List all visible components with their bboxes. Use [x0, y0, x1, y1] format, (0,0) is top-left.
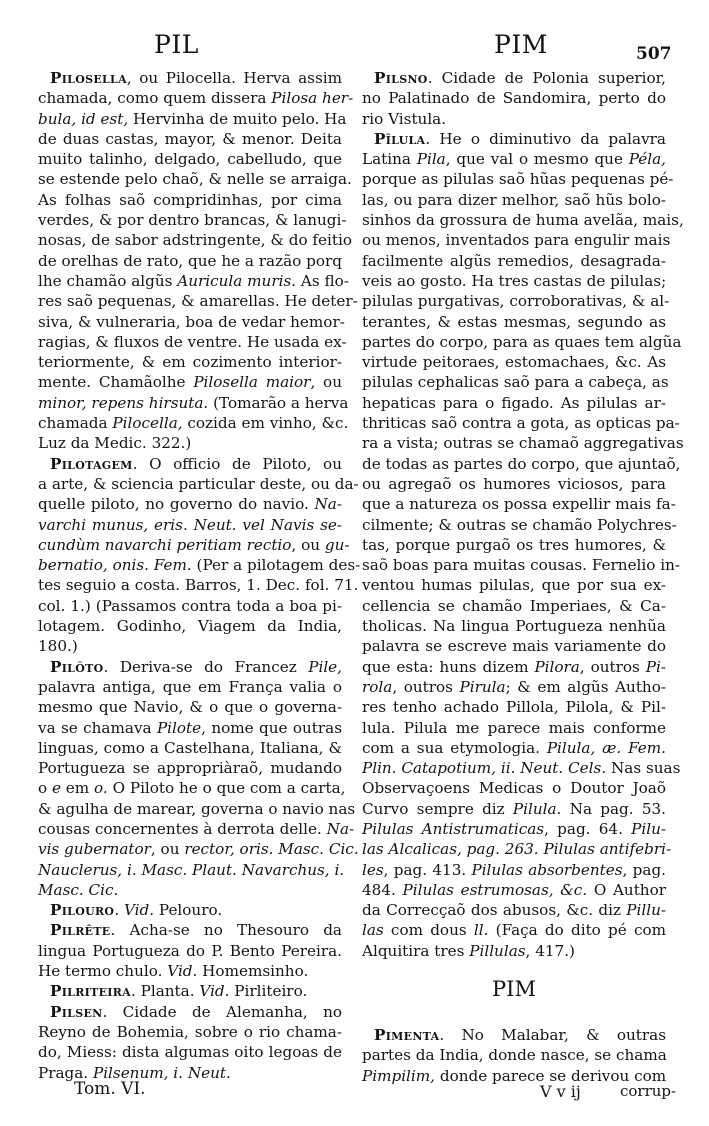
body-text: thriticas saõ contra a gota, as opticas pa-: [362, 414, 680, 433]
latin-italic-text: Pillu-: [626, 901, 666, 920]
text-line: [38, 88, 354, 108]
text-line: [362, 596, 666, 616]
left-column: [38, 68, 361, 1083]
signature-mark: V v ij: [540, 1082, 581, 1101]
body-text: res saõ pequenas, & amarellas. He deter-: [38, 292, 358, 311]
latin-italic-text: Pirula: [459, 677, 506, 696]
entry-headline-line: [38, 920, 342, 940]
body-text: no Palatinado de Sandomira, perto do: [362, 89, 666, 108]
body-text: tes seguio a costa. Barros, 1. Dec. fol. 71.: [38, 576, 359, 595]
latin-italic-text: Pilsenum, i. Neut.: [92, 1063, 231, 1082]
latin-italic-text: cundùm navarchi peritiam rectio: [38, 535, 292, 554]
body-text: . Acha-se no Thesouro da: [110, 921, 342, 940]
body-text: Curvo sempre diz: [362, 799, 513, 818]
body-text: rio Vistula.: [362, 109, 447, 128]
body-text: . Cidade de Polonia superior,: [427, 69, 666, 87]
text-line: [362, 88, 666, 108]
body-text: se estende pelo chaõ, & nelle se arraiga.: [38, 170, 352, 189]
text-line: [38, 697, 342, 717]
text-line: [38, 636, 342, 656]
body-text: de duas castas, mayor, & menor. Deita: [38, 129, 342, 148]
text-line: [38, 149, 342, 169]
text-line: [362, 860, 666, 880]
text-line: [38, 433, 342, 453]
body-text: , pag.: [622, 860, 666, 879]
body-text: de orelhas de rato, que he a razão porq: [38, 251, 342, 270]
body-text: Portugueza se appropriàraõ, mudando: [38, 759, 342, 778]
latin-italic-text: les: [362, 860, 384, 879]
body-text: col. 1.) (Passamos contra toda a boa pi-: [38, 596, 342, 615]
latin-italic-text: varchi munus, eris. Neut. vel Navis se-: [38, 515, 342, 534]
latin-italic-text: las Alcalicas, pag. 263.: [362, 840, 539, 859]
body-text: porque as pilulas saõ hũas pequenas pé-: [362, 170, 674, 189]
body-text: .: [114, 901, 124, 920]
body-text: em: [60, 779, 95, 798]
body-text: Pirliteiro.: [229, 982, 308, 1001]
latin-italic-text: Péla,: [628, 150, 667, 169]
body-text: las, ou para dizer melhor, saõ hũs bolo-: [362, 190, 666, 209]
text-line: [38, 1022, 342, 1042]
text-line: [362, 352, 666, 372]
headword: Pilsen: [50, 1002, 103, 1021]
headword: Pilouro: [50, 901, 115, 920]
body-text: mesmo que Navio, & o que o governa-: [38, 698, 342, 717]
entry-headline-line: [38, 1002, 342, 1022]
body-text: sinhos da grossura de huma avelãa, mais,: [362, 211, 684, 230]
body-text: palavra se escreve mais variamente do: [362, 637, 666, 656]
text-line: [38, 941, 342, 961]
body-text: , 417.): [525, 941, 575, 960]
headword: Pilôto: [50, 657, 104, 676]
body-text: (Faça do dito pé com: [488, 921, 667, 940]
body-text: ; & em algũs Autho-: [505, 677, 666, 696]
latin-italic-text: rector, oris. Masc. Cic.: [184, 840, 359, 859]
body-text: tas, porque purgaõ os tres humores, &: [362, 535, 666, 554]
text-line: [38, 393, 349, 413]
latin-italic-text: bernatio, onis. Fem.: [38, 556, 192, 575]
latin-italic-text: o.: [94, 779, 108, 798]
latin-italic-text: Pi-: [645, 657, 667, 676]
headword: Pilotagem: [50, 454, 133, 473]
body-text: Nas suas: [606, 759, 681, 778]
body-text: que a natureza os possa expellir mais fa-: [362, 495, 676, 514]
body-text: res tenho achado Pillola, Pilola, & Pil-: [362, 698, 666, 717]
text-line: [38, 251, 342, 271]
body-text: virtude peitoraes, estomachaes, &c. As: [362, 353, 666, 372]
body-text: . Deriva-se do Francez: [103, 657, 309, 676]
text-line: [362, 433, 684, 453]
text-line: [38, 1042, 342, 1062]
body-text: terantes, & estas mesmas, segundo as: [362, 312, 666, 331]
latin-italic-text: Pilulas absorbentes: [471, 860, 623, 879]
latin-italic-text: Pila: [416, 150, 446, 169]
text-line: [362, 210, 684, 230]
latin-italic-text: Vid.: [167, 962, 198, 981]
text-line: [362, 149, 666, 169]
text-line: [38, 535, 350, 555]
latin-italic-text: ll.: [473, 921, 489, 940]
entry-headline-line: [38, 454, 342, 474]
right-column-entries-pim: [362, 1025, 666, 1086]
text-line: [362, 1045, 666, 1065]
latin-italic-text: rola: [362, 677, 393, 696]
text-line: [362, 900, 666, 920]
body-text: va se chamava: [38, 718, 157, 737]
body-text: , ou Pilocella. Herva assim: [126, 69, 342, 87]
body-text: Homemsinho.: [197, 962, 309, 981]
text-line: [38, 352, 342, 372]
entry-headline-line: [362, 68, 666, 88]
text-line: [38, 474, 359, 494]
latin-italic-text: Pilosella maior: [193, 373, 311, 392]
body-text: lhe chamão algũs: [38, 271, 178, 290]
latin-italic-text: minor, repens hirsuta.: [38, 393, 209, 412]
text-line: [362, 697, 666, 717]
headword: Pilrête: [50, 921, 111, 940]
body-text: (Per a pilotagem des-: [191, 556, 361, 575]
body-text: cousas concernentes à derrota delle.: [38, 819, 327, 838]
body-text: , pag. 64.: [544, 819, 632, 838]
text-line: [362, 616, 666, 636]
body-text: Reyno de Bohemia, sobre o rio chama-: [38, 1022, 342, 1041]
body-text: , ou: [150, 840, 185, 859]
body-text: siva, & vulneraria, boa de vedar hemor-: [38, 312, 345, 331]
body-text: , outros: [579, 657, 646, 676]
right-column: [362, 68, 684, 1086]
text-line: [38, 880, 342, 900]
text-line: [362, 535, 666, 555]
body-text: com a sua etymologia.: [362, 738, 547, 757]
body-text: chamada: [38, 414, 113, 433]
latin-italic-text: Pilosa her-: [271, 89, 354, 108]
text-line: [362, 515, 677, 535]
text-line: [362, 555, 681, 575]
body-text: ou menos, inventados para engulir mais: [362, 231, 671, 250]
latin-italic-text: Vid.: [123, 901, 155, 920]
headword: Pîlula: [374, 129, 426, 148]
text-line: [38, 190, 342, 210]
latin-italic-text: Pilulas antifebri-: [543, 840, 672, 859]
text-line: [362, 251, 666, 271]
text-line: [38, 413, 349, 433]
body-text: teriormente, & em cozimento interior-: [38, 353, 342, 372]
latin-italic-text: bula, id est,: [38, 109, 129, 128]
body-text: quelle piloto, no governo do navio.: [38, 495, 315, 514]
latin-italic-text: Pilula, æ. Fem.: [546, 738, 666, 757]
text-line: [362, 636, 666, 656]
text-line: [362, 677, 666, 697]
text-line: [362, 271, 666, 291]
text-line: [38, 616, 342, 636]
text-line: [38, 799, 356, 819]
latin-italic-text: vis gubernator: [38, 840, 151, 859]
text-line: [38, 372, 342, 392]
headword: Pimenta: [374, 1026, 440, 1045]
text-line: [362, 190, 666, 210]
body-text: & agulha de marear, governa o navio nas: [38, 799, 356, 818]
body-text: pilulas purgativas, corroborativas, & al-: [362, 292, 670, 311]
body-text: He termo chulo.: [38, 962, 168, 981]
body-text: da Correcçaõ dos abusos, &c. diz: [362, 901, 627, 920]
body-text: mente. Chamãolhe: [38, 373, 194, 392]
text-line: [362, 718, 666, 738]
latin-italic-text: Vid.: [199, 982, 230, 1001]
text-line: [38, 332, 347, 352]
latin-italic-text: gu-: [324, 535, 350, 554]
text-line: [362, 169, 674, 189]
text-line: [362, 778, 666, 798]
body-text: hepaticas para o figado. As pilulas ar-: [362, 393, 666, 412]
text-line: [362, 312, 666, 332]
body-text: que esta: huns dizem: [362, 657, 535, 676]
running-head-right: PIM: [494, 30, 548, 59]
latin-italic-text: Plin. Catapotium, ii. Neut. Cels.: [362, 759, 607, 778]
latin-italic-text: Masc. Cic.: [38, 880, 119, 899]
body-text: Na pag. 53.: [561, 799, 667, 818]
text-line: [38, 677, 342, 697]
body-text: verdes, & por dentro brancas, & lanugi-: [38, 211, 347, 230]
body-text: cellencia se chamão Imperiaes, & Ca-: [362, 596, 666, 615]
body-text: partes do corpo, para as quaes tem algũa: [362, 332, 682, 351]
body-text: lula. Pilula me parece mais conforme: [362, 718, 666, 737]
latin-italic-text: Na-: [314, 495, 342, 514]
text-line: [38, 515, 342, 535]
latin-italic-text: Pile,: [308, 657, 342, 676]
text-line: [38, 271, 349, 291]
text-line: [362, 494, 676, 514]
latin-italic-text: Pilote: [156, 718, 202, 737]
body-text: . He o diminutivo da palavra: [425, 129, 666, 148]
body-text: Pelouro.: [154, 901, 223, 920]
text-line: [362, 230, 671, 250]
body-text: . O officio de Piloto, ou: [132, 454, 342, 473]
body-text: (Tomarão a herva: [208, 393, 349, 412]
body-text: chamada, como quem dissera: [38, 89, 272, 108]
text-line: [362, 799, 666, 819]
entry-headline-line: [362, 129, 666, 149]
body-text: 180.): [38, 637, 78, 656]
body-text: muito talinho, delgado, cabelludo, que: [38, 150, 342, 169]
text-line: [362, 413, 680, 433]
body-text: palavra antiga, que em França valia o: [38, 677, 342, 696]
body-text: nosas, de sabor adstringente, & do feitio: [38, 231, 352, 250]
body-text: do, Miess: dista algumas oito legoas de: [38, 1043, 342, 1062]
body-text: linguas, como a Castelhana, Italiana, &: [38, 738, 342, 757]
latin-italic-text: Pilocella,: [112, 414, 183, 433]
body-text: O Author: [587, 880, 666, 899]
text-line: [362, 880, 666, 900]
text-line: [362, 454, 681, 474]
body-text: ventou humas pilulas, que por sua ex-: [362, 576, 666, 595]
body-text: , que val o mesmo que: [445, 150, 629, 169]
body-text: cilmente; & outras se chamão Polychres-: [362, 515, 677, 534]
body-text: donde parece se derivou com: [435, 1066, 667, 1085]
section-heading: PIM: [492, 977, 536, 1002]
text-line: [38, 129, 342, 149]
body-text: Alquitira tres: [362, 941, 470, 960]
body-text: ragias, & fluxos de ventre. He usada ex-: [38, 332, 347, 351]
text-line: [38, 169, 352, 189]
text-line: [362, 657, 666, 677]
body-text: veis ao gosto. Ha tres castas de pilulas;: [362, 271, 667, 290]
text-line: [362, 109, 666, 129]
body-text: ou agregaõ os humores viciosos, para: [362, 474, 666, 493]
latin-italic-text: Pimpilim,: [362, 1066, 436, 1085]
text-line: [38, 819, 355, 839]
body-text: As folhas saõ compridinhas, por cima: [38, 190, 342, 209]
body-text: facilmente algũs remedios, desagrada-: [362, 251, 666, 270]
running-head-left: PIL: [154, 30, 199, 59]
text-line: [362, 839, 672, 859]
body-text: lotagem. Godinho, Viagem da India,: [38, 617, 342, 636]
text-line: [38, 555, 361, 575]
body-text: . Cidade de Alemanha, no: [102, 1002, 342, 1021]
headword: Pilosella: [50, 69, 127, 87]
body-text: Observaçoens Medicas o Doutor Joaõ: [362, 779, 666, 798]
entry-headline-line: [38, 68, 342, 88]
body-text: , ou: [310, 373, 342, 392]
body-text: com dous: [383, 921, 474, 940]
headword: Pilsno: [374, 69, 428, 87]
body-text: . No Malabar, & outras: [439, 1026, 666, 1045]
latin-italic-text: Pilula.: [512, 799, 562, 818]
body-text: tholicas. Na lingua Portugueza nenhũa: [362, 617, 666, 636]
body-text: , pag. 413.: [383, 860, 472, 879]
latin-italic-text: Pillulas: [469, 941, 526, 960]
entry-headline-line: [362, 1025, 666, 1045]
text-line: [362, 291, 670, 311]
latin-italic-text: Pilu-: [631, 819, 666, 838]
body-text: pilulas cephalicas saõ para a cabeça, as: [362, 373, 669, 392]
page-number: 507: [636, 44, 672, 64]
text-line: [362, 372, 669, 392]
text-line: [38, 291, 358, 311]
text-line: [362, 575, 666, 595]
headword: Pilriteira: [50, 982, 131, 1001]
text-line: [38, 210, 347, 230]
text-line: [38, 230, 352, 250]
body-text: , outros: [392, 677, 460, 696]
text-line: [362, 738, 666, 758]
text-line: [38, 596, 342, 616]
text-line: [362, 393, 666, 413]
text-line: [38, 718, 342, 738]
latin-italic-text: Pilulas Antistrumaticas: [362, 819, 545, 838]
text-line: [362, 819, 666, 839]
body-text: a arte, & sciencia particular deste, ou da-: [38, 474, 359, 493]
text-line: [38, 778, 346, 798]
body-text: 484.: [362, 880, 403, 899]
body-text: Luz da Medic. 322.): [38, 434, 192, 453]
body-text: . Planta.: [130, 982, 200, 1001]
entry-headline-line: [38, 657, 342, 677]
body-text: o: [38, 779, 52, 798]
text-line: [38, 312, 345, 332]
text-line: [362, 920, 666, 940]
body-text: Latina: [362, 150, 417, 169]
text-line: [38, 575, 359, 595]
text-line: [362, 941, 666, 961]
volume-label: Tom. VI.: [74, 1079, 146, 1099]
body-text: lingua Portugueza do P. Bento Pereira.: [38, 941, 342, 960]
body-text: O Piloto he o que com a carta,: [107, 779, 346, 798]
body-text: As flo-: [296, 271, 349, 290]
body-text: de todas as partes do corpo, que ajuntaõ,: [362, 454, 681, 473]
text-line: [38, 738, 342, 758]
body-text: saõ boas para muitas cousas. Fernelio in-: [362, 556, 681, 575]
text-line: [362, 758, 681, 778]
body-text: partes da India, donde nasce, se chama: [362, 1046, 667, 1065]
body-text: cozida em vinho, &c.: [182, 414, 349, 433]
body-text: Hervinha de muito pelo. Ha: [128, 109, 347, 128]
text-line: [362, 474, 666, 494]
text-line: [38, 494, 342, 514]
text-line: [38, 860, 345, 880]
body-text: , ou: [291, 535, 325, 554]
latin-italic-text: Pilulas estrumosas, &c.: [402, 880, 588, 899]
latin-italic-text: Nauclerus, i. Masc. Plaut. Navarchus, i.: [38, 860, 345, 879]
entry-headline-line: [38, 900, 342, 920]
text-line: [38, 758, 342, 778]
latin-italic-text: Auricula muris.: [177, 271, 297, 290]
body-text: Praga.: [38, 1063, 93, 1082]
catchword: corrup-: [620, 1082, 677, 1100]
right-column-entries-pil: [362, 68, 684, 961]
body-text: , nome que outras: [201, 718, 342, 737]
latin-italic-text: las: [362, 921, 384, 940]
latin-italic-text: Pilora: [534, 657, 580, 676]
text-line: [38, 961, 342, 981]
text-line: [38, 839, 359, 859]
text-line: [38, 109, 347, 129]
text-line: [362, 332, 682, 352]
body-text: ra a vista; outras se chamaõ aggregativas: [362, 434, 684, 453]
entry-headline-line: [38, 981, 342, 1001]
latin-italic-text: e: [51, 779, 61, 798]
latin-italic-text: Na-: [326, 819, 355, 838]
